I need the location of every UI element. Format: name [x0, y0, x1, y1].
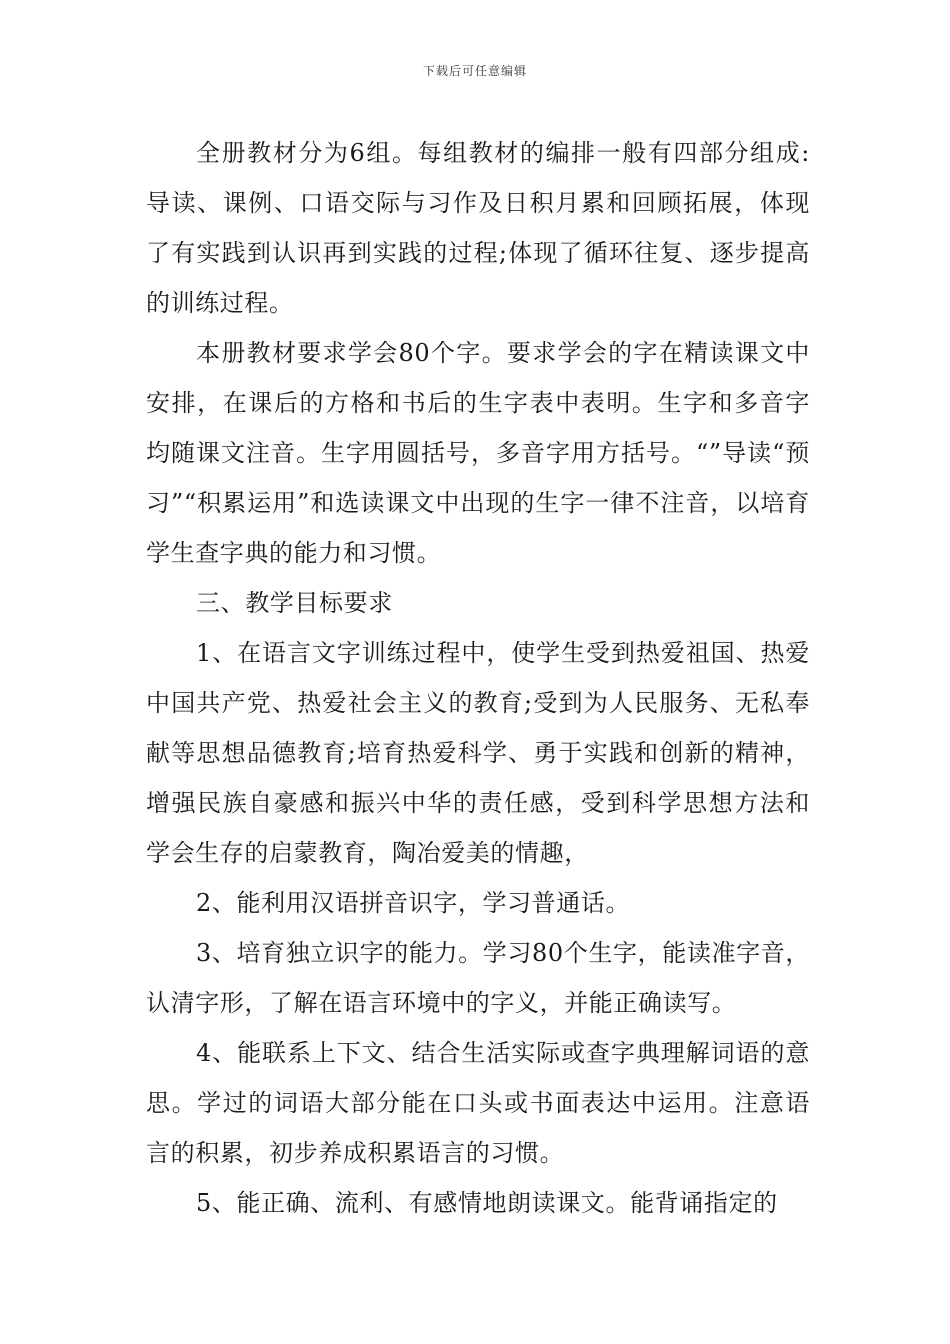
section-heading-teaching-goals: 三、教学目标要求 — [196, 589, 393, 617]
paragraph-character-requirements: 本册教材要求学会80个字。要求学会的字在精读课文中安排，在课后的方格和书后的生字表中表明。生字和多音字均随课文注音。生字用圆括号，多音字用方括号。“”导读“预习”“积累运用”和选读课文中出现的生字一律不注音，以培育学生查字典的能力和习惯。 — [146, 339, 810, 567]
document-body — [146, 128, 810, 1228]
paragraph-goal-3: 3、培育独立识字的能力。学习80个生字，能读准字音，认清字形，了解在语言环境中的字义，并能正确读写。 — [146, 939, 810, 1017]
paragraph-goal-2: 2、能利用汉语拼音识字，学习普通话。 — [196, 889, 631, 917]
paragraph-goal-1: 1、在语言文字训练过程中，使学生受到热爱祖国、热爱中国共产党、热爱社会主义的教育;受到为人民服务、无私奉献等思想品德教育;培育热爱科学、勇于实践和创新的精神，增强民族自豪感和振兴中华的责任感，受到科学思想方法和学会生存的启蒙教育，陶冶爱美的情趣， — [146, 639, 810, 867]
paragraph-textbook-structure: 全册教材分为6组。每组教材的编排一般有四部分组成:导读、课例、口语交际与习作及日积月累和回顾拓展，体现了有实践到认识再到实践的过程;体现了循环往复、逐步提高的训练过程。 — [146, 139, 810, 317]
paragraph-goal-4: 4、能联系上下文、结合生活实际或查字典理解词语的意思。学过的词语大部分能在口头或书面表达中运用。注意语言的积累，初步养成积累语言的习惯。 — [146, 1039, 810, 1167]
paragraph-goal-5: 5、能正确、流利、有感情地朗读课文。能背诵指定的 — [196, 1189, 778, 1217]
page-header: 下载后可任意编辑 — [422, 64, 527, 78]
